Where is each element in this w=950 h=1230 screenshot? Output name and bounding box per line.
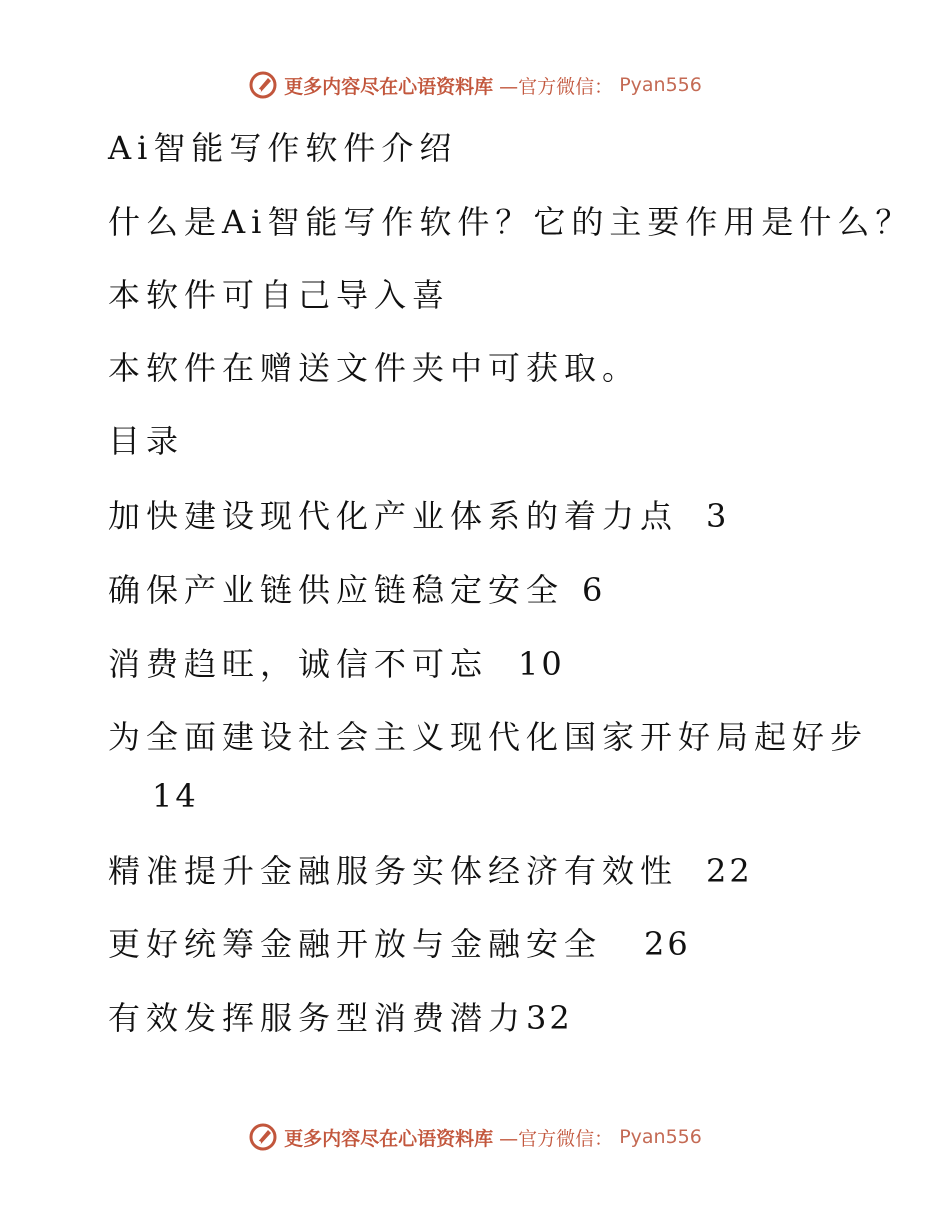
toc-entry-page: 32	[526, 999, 573, 1037]
toc-entry-page: 22	[706, 852, 753, 890]
watermark-wechat-id: Pyan556	[619, 1126, 702, 1148]
toc-entry-page: 3	[706, 497, 730, 535]
pen-nib-logo-icon	[248, 70, 278, 100]
toc-entry	[108, 570, 605, 610]
watermark-label: —官方微信：	[499, 75, 614, 98]
watermark-label: —官方微信：	[499, 1127, 614, 1150]
toc-entry	[108, 851, 753, 891]
import-note: 本软件可自己导入喜	[108, 276, 451, 314]
watermark-site-text: 更多内容尽在心语资料库	[284, 1127, 494, 1150]
toc-entry-title: 更好统筹金融开放与金融安全	[108, 925, 603, 963]
toc-entry-title: 精准提升金融服务实体经济有效性	[108, 852, 679, 890]
toc-entry-page: 10	[518, 645, 565, 683]
watermark-wechat-id: Pyan556	[619, 74, 702, 96]
toc-entry	[108, 998, 573, 1038]
toc-entry-page: 26	[644, 925, 691, 963]
toc-entry-title: 有效发挥服务型消费潜力	[108, 999, 527, 1037]
watermark-site-text: 更多内容尽在心语资料库	[284, 75, 494, 98]
intro-question: 什么是Ai智能写作软件？它的主要作用是什么？	[108, 203, 914, 241]
toc-entry	[108, 717, 868, 757]
watermark-footer	[0, 1122, 950, 1152]
toc-entry-page: 14	[152, 777, 199, 815]
toc-entry-title: 消费趋旺，诚信不可忘	[108, 645, 489, 683]
toc-entry	[108, 644, 565, 684]
toc-entry-title: 确保产业链供应链稳定安全	[108, 571, 565, 609]
toc-entry-page: 6	[582, 571, 606, 609]
toc-entry	[108, 924, 691, 964]
doc-title: Ai智能写作软件介绍	[108, 129, 458, 167]
pen-nib-logo-icon	[248, 1122, 278, 1152]
watermark-header	[0, 70, 950, 100]
toc-heading: 目录	[108, 422, 185, 460]
toc-entry-title: 加快建设现代化产业体系的着力点	[108, 497, 679, 535]
toc-entry	[108, 496, 729, 536]
toc-entry-title: 为全面建设社会主义现代化国家开好局起好步	[108, 718, 869, 756]
gift-note: 本软件在赠送文件夹中可获取。	[108, 349, 641, 387]
